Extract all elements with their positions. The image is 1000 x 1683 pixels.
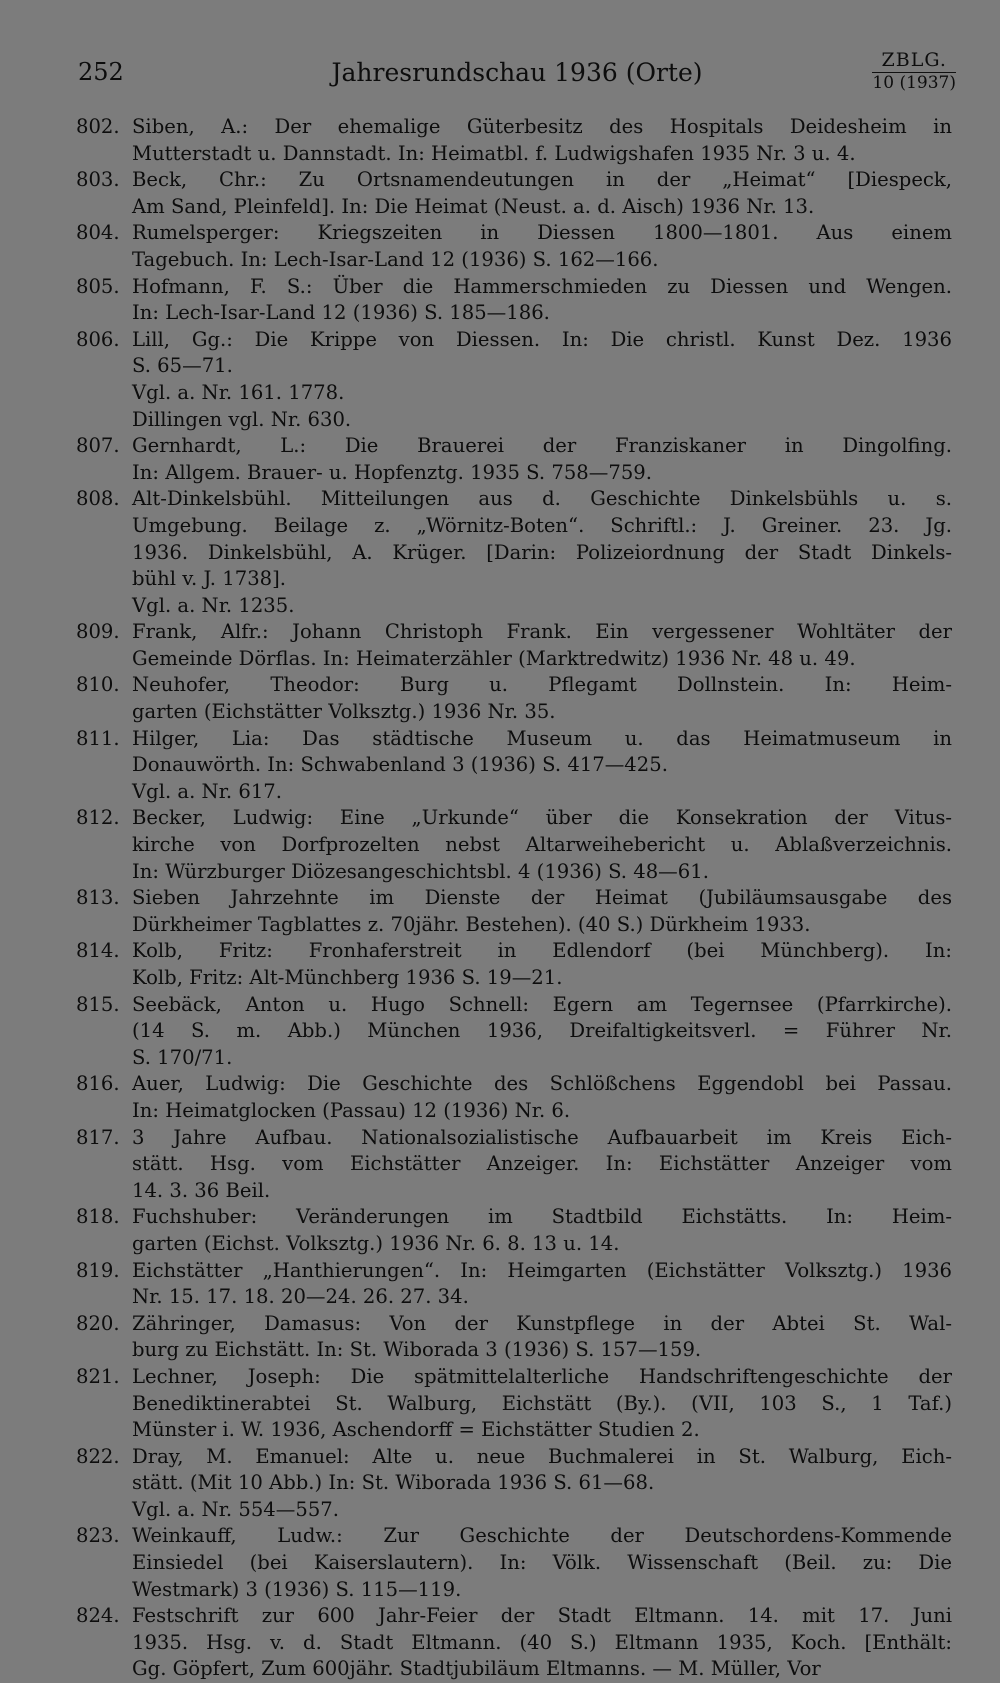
entry-line: Kolb, Fritz: Alt-Münchberg 1936 S. 19—21. xyxy=(132,966,563,989)
entry-line: Lechner, Joseph: Die spätmittelalterliche Handschriftengeschichte der xyxy=(132,1364,952,1388)
entry-line: Auer, Ludwig: Die Geschichte des Schlößchens Eggendobl bei Passau. xyxy=(132,1072,952,1096)
entry-text xyxy=(132,1364,952,1444)
entry-text xyxy=(132,1311,952,1364)
entry-line: Eichstätter „Hanthierungen“. In: Heimgarten (Eichstätter Volksztg.) 1936 xyxy=(132,1258,952,1282)
bibliography-entry xyxy=(76,1071,952,1124)
entry-number: 806. xyxy=(76,327,120,351)
entry-text xyxy=(132,1523,952,1603)
entry-line: In: Allgem. Brauer- u. Hopfenztg. 1935 S. 758—759. xyxy=(132,460,652,484)
bibliography-entry xyxy=(76,1603,952,1683)
entry-number: 803. xyxy=(76,168,120,192)
entry-line: Mutterstadt u. Dannstadt. In: Heimatbl. f. Ludwigshafen 1935 Nr. 3 u. 4. xyxy=(132,141,856,165)
entry-line: S. 170/71. xyxy=(132,1045,233,1069)
entry-line: Fuchshuber: Veränderungen im Stadtbild Eichstätts. In: Heim- xyxy=(132,1205,952,1229)
entry-text xyxy=(132,1444,952,1524)
entry-line: garten (Eichst. Volksztg.) 1936 Nr. 6. 8. 13 u. 14. xyxy=(132,1231,620,1255)
entry-number: 819. xyxy=(76,1258,120,1282)
entry-line: Rumelsperger: Kriegszeiten in Diessen 1800—1801. Aus einem xyxy=(132,221,952,245)
entry-line: Dray, M. Emanuel: Alte u. neue Buchmalerei in St. Walburg, Eich- xyxy=(132,1444,952,1468)
entry-text xyxy=(132,167,952,220)
bibliography-entry xyxy=(76,805,952,885)
bibliography-entry xyxy=(76,885,952,938)
entry-number: 802. xyxy=(76,115,120,138)
entry-text xyxy=(132,1603,952,1683)
entry-line: Westmark) 3 (1936) S. 115—119. xyxy=(132,1577,462,1601)
entry-text xyxy=(132,433,952,486)
entry-line: Umgebung. Beilage z. „Wörnitz-Boten“. Schriftl.: J. Greiner. 23. Jg. xyxy=(132,513,952,537)
entry-line: Dillingen vgl. Nr. 630. xyxy=(132,407,352,431)
entry-line: Einsiedel (bei Kaiserslautern). In: Völk. Wissenschaft (Beil. zu: Die xyxy=(132,1551,952,1575)
entry-line: Beck, Chr.: Zu Ortsnamendeutungen in der „Heimat“ [Diespeck, xyxy=(132,168,952,192)
entry-text xyxy=(132,885,952,938)
entry-line: (14 S. m. Abb.) München 1936, Dreifaltigkeitsverl. = Führer Nr. xyxy=(132,1019,952,1043)
entry-line: Kolb, Fritz: Fronhaferstreit in Edlendorf (bei Münchberg). In: xyxy=(132,939,952,963)
entry-line: stätt. Hsg. vom Eichstätter Anzeiger. In: Eichstätter Anzeiger vom xyxy=(132,1152,952,1176)
entry-text xyxy=(132,1071,952,1124)
entry-number: 816. xyxy=(76,1072,120,1096)
entry-line: Alt-Dinkelsbühl. Mitteilungen aus d. Geschichte Dinkelsbühls u. s. xyxy=(132,487,952,511)
bibliography-entry xyxy=(76,327,952,433)
entry-line: Vgl. a. Nr. 617. xyxy=(132,779,282,803)
bibliography-list xyxy=(76,114,952,1683)
entry-line: Dürkheimer Tagblattes z. 70jähr. Bestehen). (40 S.) Dürkheim 1933. xyxy=(132,912,811,936)
entry-text xyxy=(132,992,952,1072)
entry-number: 821. xyxy=(76,1364,120,1388)
entry-line: Benediktinerabtei St. Walburg, Eichstätt (By.). (VII, 103 S., 1 Taf.) xyxy=(132,1391,952,1415)
entry-text xyxy=(132,1204,952,1257)
bibliography-entry xyxy=(76,1125,952,1205)
entry-line: In: Heimatglocken (Passau) 12 (1936) Nr. 6. xyxy=(132,1098,571,1122)
entry-line: Vgl. a. Nr. 554—557. xyxy=(132,1497,339,1521)
entry-number: 807. xyxy=(76,434,120,458)
entry-line: Donauwörth. In: Schwabenland 3 (1936) S. 417—425. xyxy=(132,753,668,777)
running-title: Jahresrundschau 1936 (Orte) xyxy=(331,58,703,87)
entry-line: kirche von Dorfprozelten nebst Altarweihebericht u. Ablaßverzeichnis. xyxy=(132,833,952,857)
entry-line: Hilger, Lia: Das städtische Museum u. das Heimatmuseum in xyxy=(132,726,952,750)
entry-number: 812. xyxy=(76,806,120,830)
entry-number: 815. xyxy=(76,992,120,1016)
entry-line: Siben, A.: Der ehemalige Güterbesitz des Hospitals Deidesheim in xyxy=(132,115,952,138)
bibliography-entry xyxy=(76,1258,952,1311)
entry-number: 808. xyxy=(76,487,120,511)
page-header xyxy=(78,49,956,100)
bibliography-entry xyxy=(76,1204,952,1257)
entry-number: 820. xyxy=(76,1311,120,1335)
entry-line: Vgl. a. Nr. 161. 1778. xyxy=(132,380,345,404)
entry-text xyxy=(132,938,952,991)
page-number: 252 xyxy=(78,58,124,86)
entry-line: Hofmann, F. S.: Über die Hammerschmieden zu Diessen und Wengen. xyxy=(132,274,952,298)
entry-text xyxy=(132,114,952,167)
entry-line: Nr. 15. 17. 18. 20—24. 26. 27. 34. xyxy=(132,1285,469,1309)
entry-number: 814. xyxy=(76,939,120,963)
journal-volume xyxy=(872,50,956,93)
bibliography-entry xyxy=(76,220,952,273)
entry-line: Neuhofer, Theodor: Burg u. Pflegamt Dollnstein. In: Heim- xyxy=(132,673,952,697)
entry-line: S. 65—71. xyxy=(132,354,233,378)
entry-number: 805. xyxy=(76,274,120,298)
entry-number: 813. xyxy=(76,886,120,910)
entry-text xyxy=(132,274,952,327)
bibliography-entry xyxy=(76,672,952,725)
entry-line: Weinkauff, Ludw.: Zur Geschichte der Deutschordens-Kommende xyxy=(132,1524,952,1548)
entry-number: 818. xyxy=(76,1205,120,1229)
bibliography-entry xyxy=(76,992,952,1072)
entry-line: Seebäck, Anton u. Hugo Schnell: Egern am Tegernsee (Pfarrkirche). xyxy=(132,992,952,1016)
journal-abbreviation: ZBLG. xyxy=(881,49,947,71)
entry-text xyxy=(132,220,952,273)
entry-number: 817. xyxy=(76,1125,120,1149)
entry-line: Becker, Ludwig: Eine „Urkunde“ über die Konsekration der Vitus- xyxy=(132,806,952,830)
entry-text xyxy=(132,805,952,885)
entry-line: Vgl. a. Nr. 1235. xyxy=(132,593,295,617)
entry-text xyxy=(132,1125,952,1205)
entry-number: 822. xyxy=(76,1444,120,1468)
entry-line: Gg. Göpfert, Zum 600jähr. Stadtjubiläum Eltmanns. — M. Müller, Vor xyxy=(132,1657,821,1681)
entry-line: Festschrift zur 600 Jahr-Feier der Stadt Eltmann. 14. mit 17. Juni xyxy=(132,1604,952,1628)
bibliography-entry xyxy=(76,274,952,327)
bibliography-entry xyxy=(76,619,952,672)
entry-line: 3 Jahre Aufbau. Nationalsozialistische Aufbauarbeit im Kreis Eich- xyxy=(132,1125,952,1149)
entry-line: Tagebuch. In: Lech-Isar-Land 12 (1936) S. 162—166. xyxy=(132,247,659,271)
entry-line: Münster i. W. 1936, Aschendorff = Eichstätter Studien 2. xyxy=(132,1418,700,1442)
entry-number: 804. xyxy=(76,221,120,245)
bibliography-entry xyxy=(76,1444,952,1524)
entry-line: Lill, Gg.: Die Krippe von Diessen. In: Die christl. Kunst Dez. 1936 xyxy=(132,327,952,351)
bibliography-entry xyxy=(76,726,952,806)
entry-line: bühl v. J. 1738]. xyxy=(132,567,287,591)
bibliography-entry xyxy=(76,486,952,619)
entry-text xyxy=(132,619,952,672)
bibliography-entry xyxy=(76,938,952,991)
entry-line: Zähringer, Damasus: Von der Kunstpflege in der Abtei St. Wal- xyxy=(132,1311,952,1335)
entry-line: burg zu Eichstätt. In: St. Wiborada 3 (1936) S. 157—159. xyxy=(132,1338,702,1362)
entry-number: 824. xyxy=(76,1604,120,1628)
entry-line: 1935. Hsg. v. d. Stadt Eltmann. (40 S.) Eltmann 1935, Koch. [Enthält: xyxy=(132,1630,952,1654)
entry-line: Frank, Alfr.: Johann Christoph Frank. Ein vergessener Wohltäter der xyxy=(132,620,952,644)
entry-text xyxy=(132,486,952,619)
entry-line: stätt. (Mit 10 Abb.) In: St. Wiborada 1936 S. 61—68. xyxy=(132,1471,655,1495)
entry-line: Sieben Jahrzehnte im Dienste der Heimat (Jubiläumsausgabe des xyxy=(132,886,952,910)
entry-line: In: Würzburger Diözesangeschichtsbl. 4 (1936) S. 48—61. xyxy=(132,859,709,883)
bibliography-entry xyxy=(76,114,952,167)
entry-number: 809. xyxy=(76,620,120,644)
entry-number: 823. xyxy=(76,1524,120,1548)
bibliography-entry xyxy=(76,1364,952,1444)
bibliography-entry xyxy=(76,433,952,486)
entry-line: Gemeinde Dörflas. In: Heimaterzähler (Marktredwitz) 1936 Nr. 48 u. 49. xyxy=(132,646,856,670)
bibliography-entry xyxy=(76,1523,952,1603)
entry-text xyxy=(132,726,952,806)
entry-text xyxy=(132,672,952,725)
bibliography-entry xyxy=(76,167,952,220)
entry-line: Gernhardt, L.: Die Brauerei der Franziskaner in Dingolfing. xyxy=(132,434,952,458)
entry-text xyxy=(132,327,952,433)
volume-year: 10 (1937) xyxy=(872,72,956,93)
entry-line: garten (Eichstätter Volksztg.) 1936 Nr. 35. xyxy=(132,700,556,724)
entry-number: 811. xyxy=(76,726,120,750)
entry-number: 810. xyxy=(76,673,120,697)
entry-line: 14. 3. 36 Beil. xyxy=(132,1178,271,1202)
entry-line: 1936. Dinkelsbühl, A. Krüger. [Darin: Polizeiordnung der Stadt Dinkels- xyxy=(132,540,952,564)
entry-line: Am Sand, Pleinfeld]. In: Die Heimat (Neust. a. d. Aisch) 1936 Nr. 13. xyxy=(132,194,815,218)
bibliography-entry xyxy=(76,1311,952,1364)
entry-line: In: Lech-Isar-Land 12 (1936) S. 185—186. xyxy=(132,301,550,325)
entry-text xyxy=(132,1258,952,1311)
